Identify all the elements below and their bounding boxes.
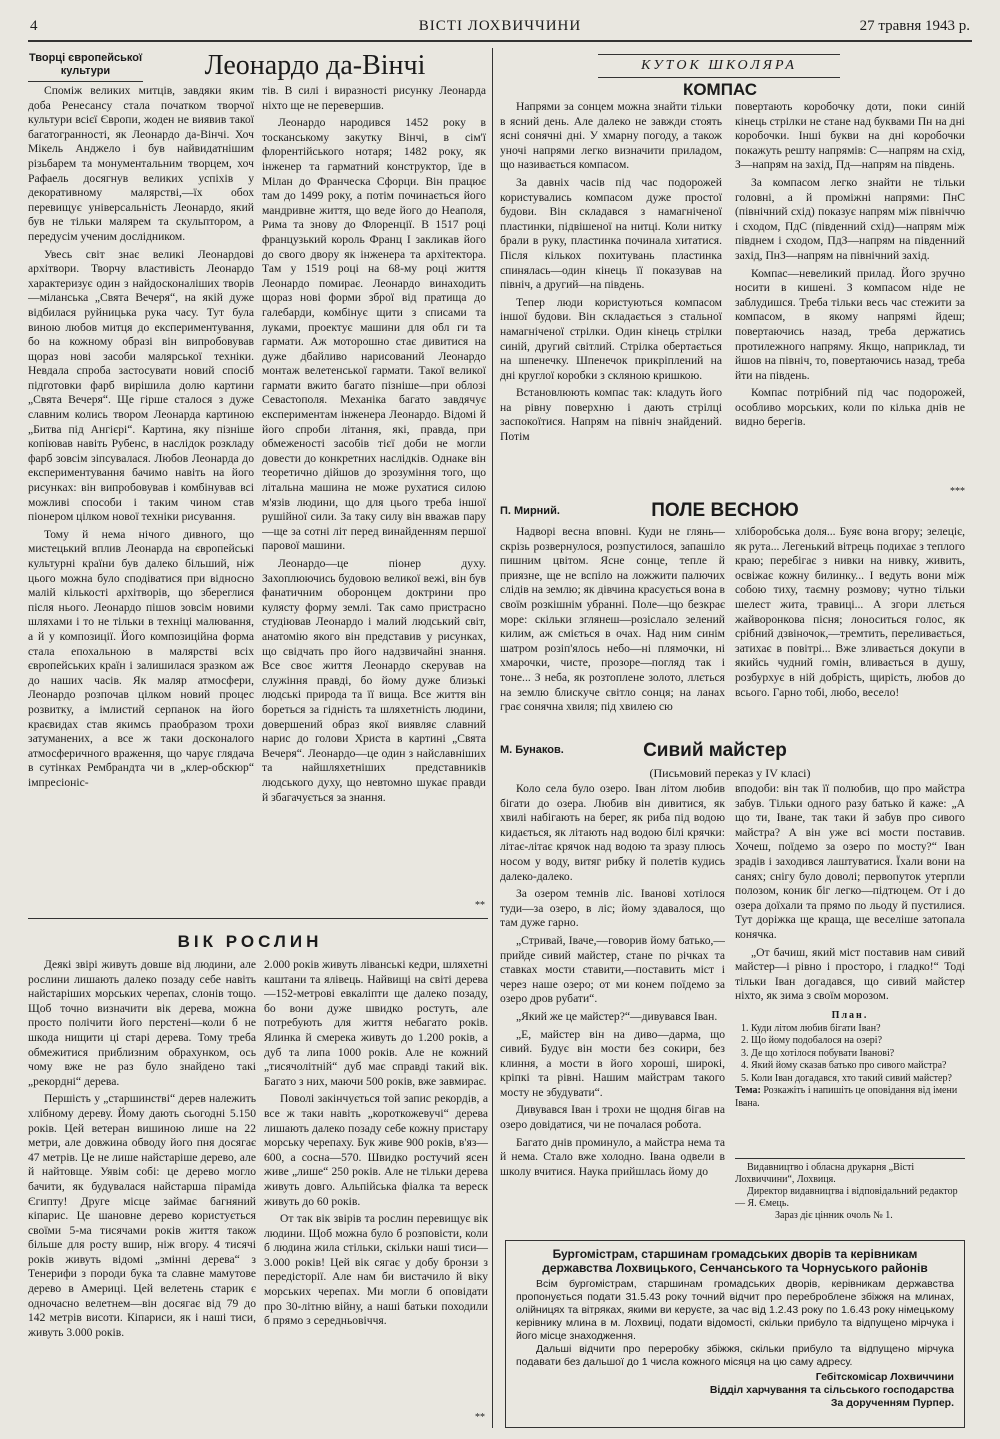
pole-author: П. Мирний.: [500, 505, 560, 517]
page-number: 4: [30, 18, 38, 34]
newspaper-title: ВІСТІ ЛОХВИЧЧИНИ: [418, 18, 582, 34]
pole-text-2: хліборобська доля... Буяє вона вгору; зелеціє, як рута... Легенький вітрець подихає з теплого краю; перебігає з нивки на нивку, живить, освіжає кожну билинку... І ведуть вони між собою тиху, таємну розмову; чутно тільки шелест жита, травиці... А згори ллється жайворонкова пісня; лоноситься голос, як срібний дзвіночок,—тремтить, переливається, затихає в повітрі... Вже зливається докупи в якийсь чудний гомін, вливається в душу, розбурхує в ній добрість, щирість, любов до всього. Гарно тобі, любо, весело!: [735, 525, 965, 699]
plan-rule: [735, 1158, 965, 1159]
kompas-title: КОМПАС: [682, 80, 758, 99]
paragraph: Леонардо народився 1452 року в тосканському закутку Вінчі, в сім'ї флорентійського нотаря; 1482 року, як інженер та гарматний конструктор, їде в Мілан до Франческа Сфорци. Він працює там до 1499 року, а потім починається його мандривне життя, що веде його до Неаполя, Рима та знову до Флоренції. В 1517 році французький король Франц І закликав його до свого двору як інженера та архітектора. Там у 1519 році на 68-му році життя Леонардо помирає. Леонардо винаходить щораз нові форми зброї від пратища до галебарди, комбінує щити з списами та луками, проектує машини для обл ги та гармати. Аж моторошно стає дивитися на дуже дбайливо нарисований Леонардо монтаж велетенської гармати. Такої великої гармати вжито багато пізніше—при облозі Севастополя. Механіка багато завдячує експериментам інженера Леонардо. Відомі й його спроби літання, які, правда, при обмеженості засобів тієї доби не могли довести до конкретних наслідків. Однаке він теоретично дійшов до зрозуміння того, що літальна машина не може рухатися силою м'язів людини, що для цього треба іншої рушійної сили. За таку силу він вважав пару—ще за сотні літ перед винайденням першої парової машини.: [262, 116, 486, 553]
paragraph: За компасом легко знайти не тільки головні, а й проміжні напрями: ПнС (північний схід) показує напрям між північчю і сходом, ПдС (південний схід)—напрям між півднем і сходом, ПдЗ—напрям на південний захід, ПнЗ—напрям на північний захід.: [735, 175, 965, 262]
paragraph: Багато днів проминуло, а майстра нема та й нема. Стало вже холодно. Івана одвели в школу вчитися. Наука прийшлась йому до: [500, 1135, 725, 1178]
paragraph: Компас—невеликий прилад. Його зручно носити в кишені. З компасом ніде не заблудишся. Треба тільки весь час стежити за компасом, в якому напрямі йдеш; повертаючись назад, треба держатись протилежного напряму. Якщо, наприклад, ти йшов на північ, то, повертаючись назад, треба йти на південь.: [735, 266, 965, 382]
imprint-line-1: Видавництво і обласна друкарня „Вісті Лохвиччини“, Лохвиця.: [735, 1162, 915, 1185]
paragraph: За озером темнів ліс. Іванові хотілося туди—за озеро, в ліс; йому здавалося, що там дуже гарно.: [500, 887, 725, 930]
kompas-end-mark: ***: [950, 486, 965, 497]
plan-item: 1. Куди літом любив бігати Іван?: [751, 1023, 965, 1036]
page-header: [30, 16, 970, 38]
paragraph: От так вік звірів та рослин перевищує вік людини. Щоб можна було б розповісти, коли б людина жила стільки, скільки наші тиси—3.000 років! Цей вік сягає у добу бронзи з передісторії. Але нам би вистачило й віку морських черепах. Ми могли б оповідати про 30-літню війну, а наші батьки походили б прямо з середньовіччя.: [264, 1212, 488, 1328]
paragraph: тів. В силі і виразності рисунку Леонарда ніхто ще не перевершив.: [262, 84, 486, 112]
paragraph: „Стривай, Іваче,—говорив йому батько,—прийде сивий майстер, стане по річках та ставках мости ставити,—поставить міст і через наше озеро; от ми конем поїдемо за озеро дров рубати“.: [500, 933, 725, 1006]
notice-box: [505, 1240, 965, 1428]
imprint: [735, 1162, 965, 1232]
leonardo-column-1: [28, 84, 254, 914]
plan-item: 2. Що йому подобалося на озері?: [751, 1035, 965, 1048]
paragraph: Споміж великих митців, завдяки яким доба Ренесансу стала початком творчої культури всієї Європи, жоден не виявив такої багатогранності, як Леонардо да-Вінчі. Хоч Мікель Анджело і був найвидатнішим різьбарем та монументальним творцем, хоч Рафаель досягнув великих успіхів у декоративному малярстві,—їх обох перевищує універсальність Леонардо, який був не тільки малярем та скульптором, а передусім ученим дослідником.: [28, 84, 254, 243]
plan-item: 5. Коли Іван догадався, хто такий сивий майстер?: [751, 1073, 965, 1086]
plan-item: 4. Який йому сказав батько про сивого майстра?: [751, 1060, 965, 1073]
notice-sign-3: За дорученням Пурпер.: [830, 1397, 954, 1409]
pole-column-2: [735, 525, 965, 735]
pole-text-1: Надворі весна вповні. Куди не глянь—скрізь розвернулося, розпустилося, запашіло пишним цвітом. Ясне сонце, тепле й приязне, ще не вспіло на ложжити палючих слідів на землю; як дівчина красується вона в своїм розкішнім убранні. Поле—що безкрає море: скільки зглянеш—розіслало зелений килим, аж сміється в очах. Над ним синім шатром розіп'ялось небо—ні плямочки, ні хмарочки, чисте, прозоре—погляд так і тоне... З неба, як розтоплене золото, ллється на землю блискуче світло сонця; на ланах грає сонячна хвиля; під хвилею сю: [500, 525, 725, 714]
paragraph: „Який же це майстер?“—дивувався Іван.: [516, 1009, 718, 1023]
paragraph: Компас потрібний під час подорожей, особливо морських, коли по кілька днів не видно берегів.: [735, 386, 965, 429]
kutok-banner: КУТОК ШКОЛЯРА: [598, 54, 840, 78]
sivyi-column-2: [735, 782, 965, 1007]
tema-label: Тема:: [735, 1085, 761, 1096]
paragraph: Дивувався Іван і трохи не щодня бігав на озеро довідатися, чи не почалася робота.: [500, 1103, 725, 1132]
vik-title: ВІК РОСЛИН: [177, 932, 323, 951]
paragraph: вподоби: він так її полюбив, що про майстра забув. Тільки одного разу батько й каже: „А що ти, Іване, так таки й забув про сивого майстра? А він уже всі мости поставив. Хочеш, поїдемо за озеро по мосту?“ Іван зрадів і заходився лаштуватися. Їхали вони на санях; снігу було доволі; первопуток утерпли полозом, коник біг легко—підтюцем. От і до озера доїхали та прямо по льоду й пустилися. Тут доріжка ще краща, ще веселіше затопала конячка.: [735, 782, 965, 941]
plan-item: 3. Де що хотілося побувати Іванові?: [751, 1048, 965, 1061]
plan-list: [735, 1023, 965, 1086]
paragraph: „Е, майстер він на диво—дарма, що сивий. Будує він мости без сокири, без клиння, а мости в його хороші, широкі, кріпкі та рівні. Нашим майстрам такого мосту не збудувати“.: [500, 1027, 725, 1099]
issue-date: 27 травня 1943 р.: [859, 18, 970, 34]
column-divider: [492, 48, 493, 1428]
notice-sign-2: Відділ харчування та сільського господарства: [709, 1384, 954, 1396]
paragraph: Поволі закінчується той запис рекордів, а все ж таки навіть „короткожевучі“ дерева лишають далеко позаду себе кожну пристару морську черепаху. Бук живе 900 років, в'яз—600, а сосна—570. Швидко ростучий ясен живе „лише“ 250 років. Але не тільки дерева живуть довго. Альпійська фіалка та вереск живуть до 60 років.: [264, 1092, 488, 1208]
leonardo-kicker: Творці європейської культури: [28, 52, 143, 82]
paragraph: 2.000 років живуть ліванські кедри, шляхетні каштани та ялівець. Найвищі на світі дерева—152-метрові евкаліпти ще далеко позаду, бо вони дуже швидко ростуть, але потребують для життя небагато років. Ялинка й смерека живуть до 1.200 років, а дуб та липа 1000 років. Але не кожний „тисячолітній“ дуб має справді такий вік. Багато з них, маючи 500 років, вже завмирає.: [264, 958, 488, 1088]
paragraph: Коло села було озеро. Іван літом любив бігати до озера. Любив він дивитися, як хвилі набігають на берег, як риба під водою кидається, як літають над водою білі крячки: літає-літає крячок над водою та зразу плюсь носом у воду, витяг рибку й полетів кудись далеко-далеко.: [500, 782, 725, 883]
vik-column-1: [28, 958, 256, 1408]
vik-column-2: [264, 958, 488, 1408]
kompas-column-1: [500, 100, 722, 490]
leonardo-title: Леонардо да-Вінчі: [204, 50, 426, 81]
sivyi-plan: [735, 1010, 965, 1150]
leonardo-end-mark: **: [475, 900, 485, 911]
paragraph: Тепер люди користуються компасом іншої будови. Він складається з стальної намагніченої стрілки. Один кінець стрілки синій, другий світлий. Стрілка обертається на шпенечку. Шпенечок прикріплений на дні круглої коробки з скляною кришкою.: [500, 295, 722, 382]
paragraph: За давніх часів під час подорожей користувались компасом дуже простої будови. Він складався з намагніченої пластинки, підвішеної на нитці. Коли нитку брали в руку, пластинка починала хитатися. Після кількох похитувань пластинка спинялась—один кінець її показував на північ, а другий—на південь.: [500, 175, 722, 292]
notice-body: Всім бургомістрам, старшинам громадських дворів, керівникам державства пропонується подати 31.5.43 року точний відчит про переброблене збіжжя на млинах, олійницях та вітряках, якими ви керуєте, за час від 1.2.43 року по 1.6.43 року німецькому керівнику млина в м. Лохвиці, подати відомості, скільки прибуло та відпущено мірчука і його місце знаходження.: [516, 1278, 954, 1342]
paragraph: „От бачиш, який міст поставив нам сивий майстер—і рівно і просторо, і гладко!“ Тоді тільки Іван догадався, що сивий майстер ніхто, як зима з своїм морозом.: [735, 945, 965, 1003]
pole-title: ПОЛЕ ВЕСНОЮ: [651, 500, 799, 521]
paragraph: Леонардо—це піонер духу. Захоплюючись будовою великої вежі, він був фанатичним оборонцем доктрини про кулясту форму землі. Так само пристрасно студіював Леонардо і малий людський світ, анатомію якого він представив у рисунках, що свідчать про його надзвичайні знання. Все своє життя Леонардо скерував на служіння правді, бо йому дуже близькі людські природа та її вища. Все життя він бореться за гідність та шляхетність людини, довершений образ якої виявляє славний нарис до голови Христа в картині „Свята Вечеря“. Леонардо—це один з найславніших та найшляхетніших представників людського духу, що невтомно шукає правди й збагачується за знання.: [262, 557, 486, 804]
paragraph: Тому й нема нічого дивного, що мистецький вплив Леонарда на європейські культурні країни був далеко більший, ніж цього можна було сподіватися при відносно малій кількості архітворів, що збереглися після нього. Леонардо пішов зовсім новими шляхами і то не тільки в техніці малювання, а й у композиції. Його композиційна форма стала епохальною в малярстві всіх європейських країн і залишилася зразком аж до наших часів. Як маляр атмосфери, Леонардо розпочав цілком новий процес розвитку, а імлистий серпанок на його краєвидах став якимсь праобразом трохи затуманених, а все ж таки досконалого атмосферичного враження, що чарує глядача в сутінках Рембрандта чи в „клер-обскюр“ імпресіоніс-: [28, 527, 254, 789]
sivyi-title: Сивий майстер: [643, 740, 787, 761]
leonardo-bottom-rule: [28, 918, 488, 919]
sivyi-author: М. Бунаков.: [500, 744, 564, 756]
paragraph: Першість у „старшинстві“ дерев належить хлібному дереву. Йому дають сьогодні 5.150 років. Цей ветеран вишиною лише на 22 метри, але довжина обводу його пня досягає 47 метрів. Це не лише найстаріше дерево, але й найтовще. Уявім собі: це дерево могло бачити, як будувалася найстарша піраміда Єгипту! Друге місце займає багняний кіпарис. Це шановне дерево користується своїми 5-ма тисячами років життя також більше для росту вшир, ніж вгору. 4 тисячі років живуть відомі „змінні дерева“ з Тенерифи з породи бука та славне мамутове дерево в Америці. Цей велетень старик є одночасно велетнем—він досягає від 79 до 142 метрів висоти. Кіпариси, як і наші тиси, живуть 3.000 років.: [28, 1092, 256, 1339]
pole-column-1: [500, 525, 725, 735]
tema-text: Розкажіть і напишіть це оповідання від імени Івана.: [735, 1085, 958, 1109]
paragraph: Напрями за сонцем можна знайти тільки в ясний день. Але далеко не завжди стоять ясні сонячні дні. У хмарну погоду, а також уночі напрями легко визначити приладом, що називається компасом.: [500, 100, 722, 172]
kompas-column-2: [735, 100, 965, 490]
sivyi-column-1: [500, 782, 725, 1222]
header-rule: [28, 40, 972, 42]
paragraph: Встановлюють компас так: кладуть його на рівну поверхню і дають стрілці заспокоїтися. Напрям на північ знайдений. Потім: [500, 386, 722, 444]
leonardo-column-2: [262, 84, 486, 914]
paragraph: повертають коробочку доти, поки синій кінець стрілки не стане над буквами Пн на дні коробочки. Інші букви на дні коробочки покажуть решту напрямів: С—напрям на схід, З—напрям на захід, Пд—напрям на південь.: [735, 100, 965, 172]
notice-sign-1: Гебітскомісар Лохвиччини: [815, 1371, 954, 1383]
notice-body-2: Дальші відчити про переробку збіжжя, скільки прибуло та відпущено мірчука подавати без дальшої до 1 числа кожного місяця на цю саму адресу.: [516, 1343, 954, 1368]
notice-title: Бургомістрам, старшинам громадських дворів та керівникам державства Лохвицького, Сенчанського та Чорнуського районів: [542, 1247, 928, 1275]
vik-end-mark: **: [475, 1412, 485, 1423]
plan-heading: План.: [831, 1010, 869, 1021]
imprint-line-2: Директор видавництва і відповідальний редактор — Я. Ємець.: [735, 1186, 958, 1209]
imprint-line-3: Зараз діє цінник очоль № 1.: [775, 1210, 893, 1221]
paragraph: Увесь світ знає великі Леонардові архітвори. Творчу властивість Леонардо характеризує один з найдосконаліших творів—міланська „Свята Вечеря“, на якій дуже відбилася руйницька рука часу. Тут була виною любов митця до експериментування, бо на кожному образі він випробовував щораз нові засоби малярської техніки. Невдала спроба застосувати новий спосіб підготовки фарб вирішила долю картини „Свята Вечеря“. Ще гірше сталося з дуже славним колись твором Леонарда картиною „Битва під Ангієрі“. Картина, яку пізніше копіював навіть Рубенс, в наслідок розкладу фарб зовсім зіпсувалася. Любов Леонарда до експериментування бачимо навіть на його рисунках: він випробовував і комбінував всі можливі способи і таким чином став піонером цілком нової техніки рисування.: [28, 247, 254, 524]
sivyi-subtitle: (Письмовий переказ у IV класі): [649, 766, 811, 780]
paragraph: Деякі звірі живуть довше від людини, але рослини лишають далеко позаду себе навіть найстаріших морських черепах, слонів тощо. Щоб точно визначити вік дерева, можна просто полічити його перстені—коли б не шкода нищити ці старі дерева. Тому треба обмежитися приблизним обрахунком, ось чому вже не раз було знайдено такі „рекордні“ дерева.: [28, 958, 256, 1088]
